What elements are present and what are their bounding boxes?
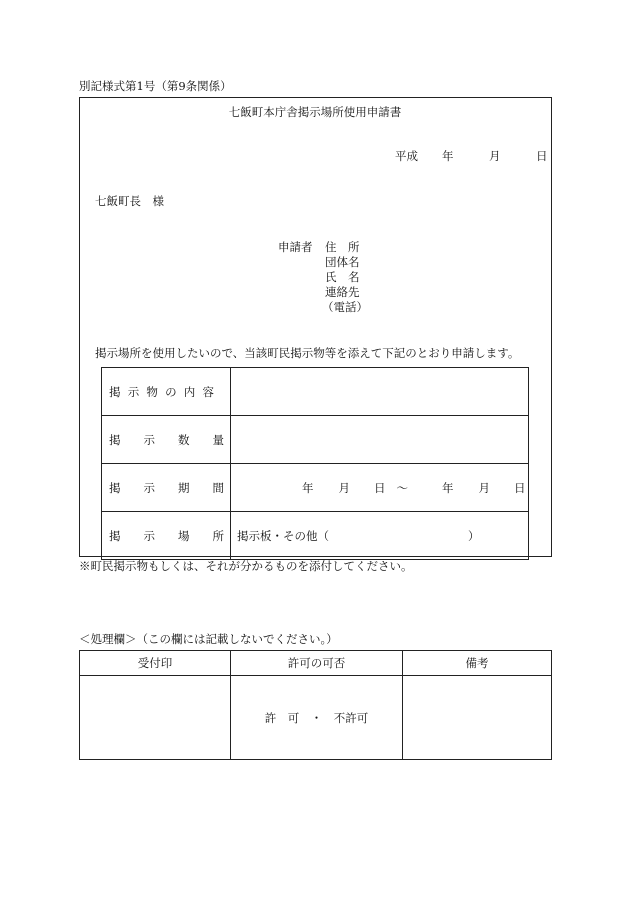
label-char: 間 [212,480,224,495]
applicant-group-label: 団体名 [325,255,360,269]
period-start-month: 月 [338,480,350,495]
period-end-year: 年 [442,480,454,495]
permission-choice: 許 可 ・ 不許可 [264,710,369,725]
label-char: 場 [178,528,190,543]
date-year-label: 年 [442,149,454,163]
remarks-header: 備考 [403,651,552,676]
form-title: 七飯町本庁舎掲示場所使用申請書 [228,105,402,119]
place-close: ） [468,528,480,543]
period-label-cell [102,464,231,512]
period-start-day: 日 [374,480,386,495]
table-row [80,651,552,676]
receipt-stamp-header: 受付印 [80,651,231,676]
applicant-phone-label: （電話） [322,300,368,314]
label-char: 示 [143,432,155,447]
items-table [101,367,529,560]
form-number: 別記様式第1号（第9条関係） [79,79,232,93]
table-row [80,676,552,760]
table-row [102,368,529,416]
place-label-cell [102,512,231,560]
applicant-address-label: 住 所 [325,240,360,254]
processing-table [79,650,552,760]
label-char: 示 [143,480,155,495]
processing-heading: ＜処理欄＞（この欄には記載しないでください。） [79,632,338,646]
label-char: 掲 [109,384,121,399]
label-char: 物 [146,384,158,399]
attachment-note: ※町民掲示物もしくは、それが分かるものを添付してください。 [79,559,413,573]
period-end-day: 日 [514,480,526,495]
label-char: 量 [212,432,224,447]
table-row [102,416,529,464]
date-month-label: 月 [489,149,501,163]
quantity-value-cell[interactable] [231,416,529,464]
table-row [102,464,529,512]
request-text: 掲示場所を使用したいので、当該町民掲示物等を添えて下記のとおり申請します。 [95,346,520,360]
label-char: 示 [127,384,140,399]
date-era: 平成 [395,149,418,163]
period-start-year: 年 [302,480,314,495]
period-tilde: 〜 [396,480,408,495]
content-value-cell[interactable] [231,368,529,416]
label-char: 数 [178,432,190,447]
label-char: 掲 [109,480,121,495]
label-char: 所 [212,528,224,543]
remarks-cell [403,676,552,760]
label-char: の [165,384,177,399]
place-value-cell[interactable] [231,512,529,560]
applicant-contact-label: 連絡先 [325,285,360,299]
place-value: 掲示板・その他（ [237,528,329,543]
period-end-month: 月 [478,480,490,495]
label-char: 容 [202,384,214,399]
applicant-heading: 申請者 [278,240,313,254]
permission-header: 許可の可否 [231,651,403,676]
label-char: 掲 [109,528,121,543]
content-label-cell [102,368,231,416]
label-char: 掲 [109,432,121,447]
date-day-label: 日 [536,149,548,163]
label-char: 示 [143,528,155,543]
applicant-name-label: 氏 名 [325,270,360,284]
period-value-cell[interactable] [231,464,529,512]
addressee: 七飯町長 様 [95,194,164,208]
label-char: 内 [183,384,196,399]
permission-cell [231,676,403,760]
table-row [102,512,529,560]
label-char: 期 [178,480,190,495]
receipt-stamp-cell [80,676,231,760]
quantity-label-cell [102,416,231,464]
